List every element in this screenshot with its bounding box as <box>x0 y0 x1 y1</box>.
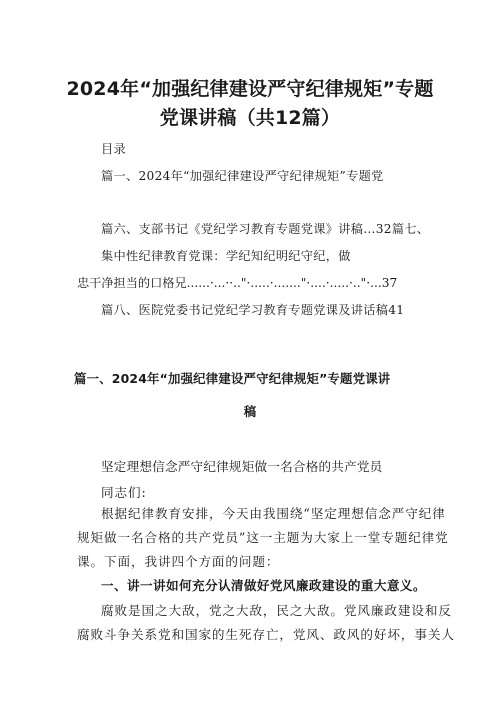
speech-title: 坚定理想信念严守纪律规矩做一名合格的共产党员 <box>101 459 383 474</box>
toc-entry: 集中性纪律教育党课：学纪知纪明纪守纪，做 <box>101 249 351 263</box>
toc-entry: 忠干净担当的口格兄......·...··.."·.....·......."·....·.....·.."·...37 <box>77 276 398 290</box>
toc-entry: 篇一、2024年“加强纪律建设严守纪律规矩”专题党 <box>101 169 384 183</box>
toc-entry: 篇八、医院党委书记党纪学习教育专题党课及讲话稿41 <box>101 303 405 317</box>
section-heading-line-2: 稿 <box>243 404 257 419</box>
paragraph-line: 腐败是国之大敌，党之大敌，民之大敌。党风廉政建设和反 <box>101 603 452 618</box>
document-title-line-1: 2024年“加强纪律建设严守纪律规矩”专题 <box>66 78 434 100</box>
toc-entry: 篇六、支部书记《党纪学习教育专题党课》讲稿…32篇七、 <box>101 222 430 236</box>
document-title-line-2: 党课讲稿（共12篇） <box>159 107 341 129</box>
paragraph-line: 课。下面，我讲四个方面的问题： <box>77 554 280 569</box>
toc-heading: 目录 <box>101 142 126 156</box>
paragraph-line: 根据纪律教育安排，今天由我围绕“坚定理想信念严守纪律 <box>101 506 446 521</box>
paragraph-line: 规矩做一名合格的共产党员”这一主题为大家上一堂专题纪律党 <box>77 530 449 545</box>
salutation: 同志们: <box>101 485 147 500</box>
paragraph-line: 腐败斗争关系党和国家的生死存亡，党风、政风的好坏，事关人 <box>77 627 455 642</box>
section-heading-line-1: 篇一、2024年“加强纪律建设严守纪律规矩”专题党课讲 <box>74 371 391 386</box>
subheading: 一、讲一讲如何充分认清做好党风廉政建设的重大意义。 <box>101 578 426 593</box>
